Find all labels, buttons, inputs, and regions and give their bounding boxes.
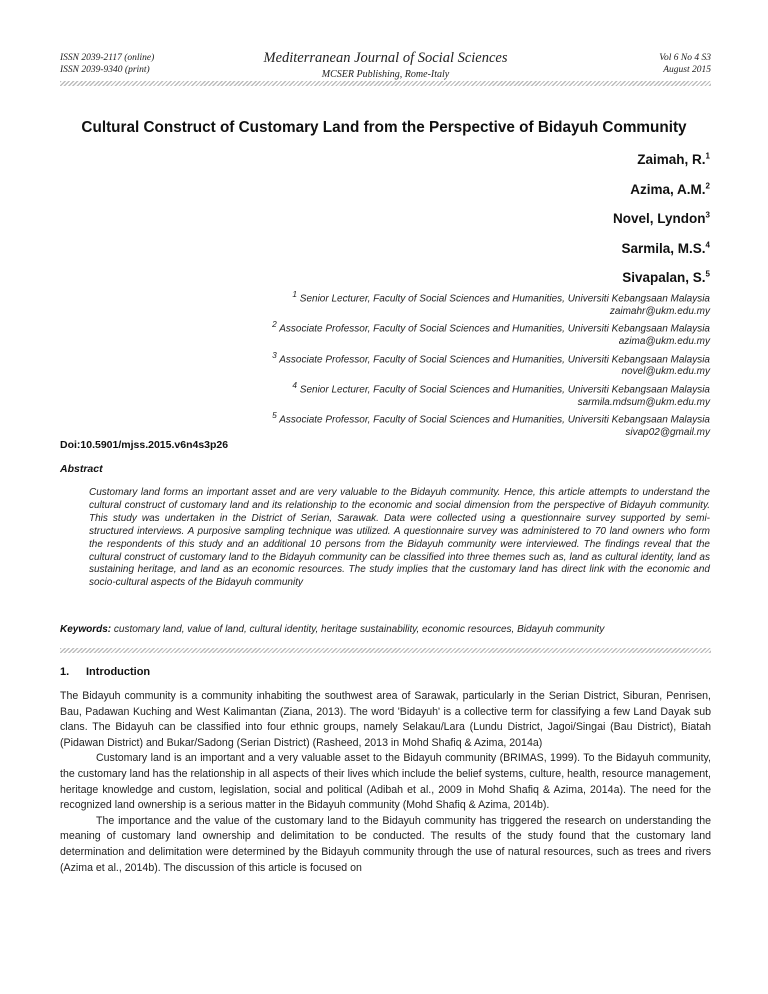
paragraph: The importance and the value of the customary land to the Bidayuh community has triggered the research on understanding the meaning of customary land ownership and delimitation to be conducted. The results of the study found that the customary land determination and delimitation were determined by the Bidayuh community through the use of natural resources, such as trees and rivers (Azima et al., 2014b). The discussion of this article is focused on	[60, 814, 711, 874]
affiliation-text: Associate Professor, Faculty of Social Sciences and Humanities, Universiti Kebangsaan Malaysia	[279, 353, 710, 365]
author	[410, 181, 710, 211]
issue-date: August 2015	[663, 65, 711, 75]
author	[410, 210, 710, 240]
keywords	[60, 624, 710, 635]
journal-name: Mediterranean Journal of Social Sciences	[263, 50, 508, 66]
publisher: MCSER Publishing, Rome-Italy	[321, 69, 450, 80]
author-list	[410, 151, 710, 299]
affiliation-text: Senior Lecturer, Faculty of Social Sciences and Humanities, Universiti Kebangsaan Malaysia	[299, 384, 710, 396]
affiliation-email[interactable]: novel@ukm.edu.my	[621, 366, 710, 378]
affiliation	[90, 288, 710, 306]
issn-online: ISSN 2039-2117 (online)	[60, 53, 155, 63]
affiliation-email[interactable]: zaimahr@ukm.edu.my	[609, 305, 710, 317]
header-divider	[60, 81, 711, 86]
affiliation-email[interactable]: sivap02@gmail.my	[625, 427, 710, 439]
keywords-label: Keywords:	[60, 624, 112, 635]
author-name: Sarmila, M.S.	[621, 240, 706, 256]
author-sup: 2	[705, 181, 710, 190]
section-divider	[60, 648, 711, 653]
section-title: Introduction	[86, 666, 151, 678]
author	[410, 151, 710, 181]
keywords-text: customary land, value of land, cultural identity, heritage sustainability, economic resources, Bidayuh community	[113, 624, 605, 635]
affiliation-sup: 3	[272, 349, 277, 360]
author-name: Sivapalan, S.	[622, 270, 706, 285]
abstract-text: Customary land forms an important asset and are very valuable to the Bidayuh community. Hence, this article attempts to understand the cultural construct of customary land and its relationship to the economic and social dimension from the perspective of Bidayuh community. This study was undertaken in the District of Serian, Sarawak. Data were collected using a questionnaire survey supported by semi-structured interviews. A purposive sampling technique was utilized. A questionnaire survey was administered to 70 land owners who form the respondents of this study and an additional 10 persons from the Bidayuh community were interviewed. The findings reveal that the cultural construct of customary land to the Bidayuh community can be classified into three themes such as, land as cultural identity, land as sustaining heritage, and land as an economic resources. The study implies that the customary land has direct link with the economic and socio-cultural aspects of the Bidayuh community	[89, 487, 710, 589]
doi[interactable]: Doi:10.5901/mjss.2015.v6n4s3p26	[60, 439, 229, 451]
author-sup: 5	[705, 269, 710, 279]
affiliation-text: Associate Professor, Faculty of Social Sciences and Humanities, Universiti Kebangsaan Malaysia	[279, 414, 710, 426]
affiliation-sup: 1	[292, 289, 297, 299]
volume-block	[659, 52, 711, 76]
author-name: Novel, Lyndon	[613, 211, 706, 226]
affiliation	[90, 349, 710, 367]
affiliation	[90, 409, 710, 427]
author-sup: 4	[705, 240, 710, 249]
affiliation-list	[90, 288, 710, 440]
body-text	[60, 689, 711, 876]
affiliation-text: Senior Lecturer, Faculty of Social Sciences and Humanities, Universiti Kebangsaan Malaysia	[299, 293, 710, 305]
affiliation-sup: 5	[272, 410, 277, 421]
affiliation-text: Associate Professor, Faculty of Social Sciences and Humanities, Universiti Kebangsaan Malaysia	[279, 323, 710, 335]
abstract-heading: Abstract	[60, 463, 103, 475]
author-name: Azima, A.M.	[630, 181, 706, 197]
issn-print: ISSN 2039-9340 (print)	[60, 65, 150, 75]
paragraph: The Bidayuh community is a community inhabiting the southwest area of Sarawak, particularly in the Serian District, Siburan, Penrisen, Bau, Padawan Kuching and West Kalimantan (Ziana, 2013). The word 'Bidayuh' is a collective term for classifying a few Land Dayak sub clans. The Bidayuh can be classified into four ethnic groups, namely Selakau/Lara (Lundu District, Jagoi/Singai (Bau District), Biatah (Pidawan District) and Bukar/Sadong (Serian District) (Rasheed, 2013 in Mohd Shafiq & Azima, 2014a)	[60, 690, 711, 749]
paper-title: Cultural Construct of Customary Land from the Perspective of Bidayuh Community	[81, 119, 687, 136]
author-name: Zaimah, R.	[637, 152, 706, 167]
running-header	[60, 44, 711, 80]
affiliation-sup: 4	[292, 379, 297, 390]
section-number: 1.	[60, 666, 70, 678]
volume: Vol 6 No 4 S3	[659, 53, 711, 63]
affiliation-email[interactable]: sarmila.mdsum@ukm.edu.my	[577, 396, 710, 408]
affiliation-email[interactable]: azima@ukm.edu.my	[618, 336, 710, 348]
author-sup: 1	[705, 151, 710, 161]
affiliation	[90, 379, 710, 397]
section-heading	[60, 666, 150, 678]
journal-block	[60, 49, 711, 82]
affiliation	[90, 318, 710, 336]
author	[410, 240, 710, 270]
affiliation-sup: 2	[272, 319, 277, 330]
paragraph: Customary land is an important and a very valuable asset to the Bidayuh community (BRIMAS, 1999). To the Bidayuh community, the customary land has the relationship in all aspects of their lives which include the belief systems, culture, health, resource management, heritage knowledge and custom, legislation, social and political (Adibah et al., 2009 in Mohd Shafiq & Azima, 2014a). The need for the recognized land ownership is a serious matter in the Bidayuh community (Mohd Shafiq & Azima, 2014b).	[60, 752, 711, 812]
author-sup: 3	[705, 210, 710, 220]
